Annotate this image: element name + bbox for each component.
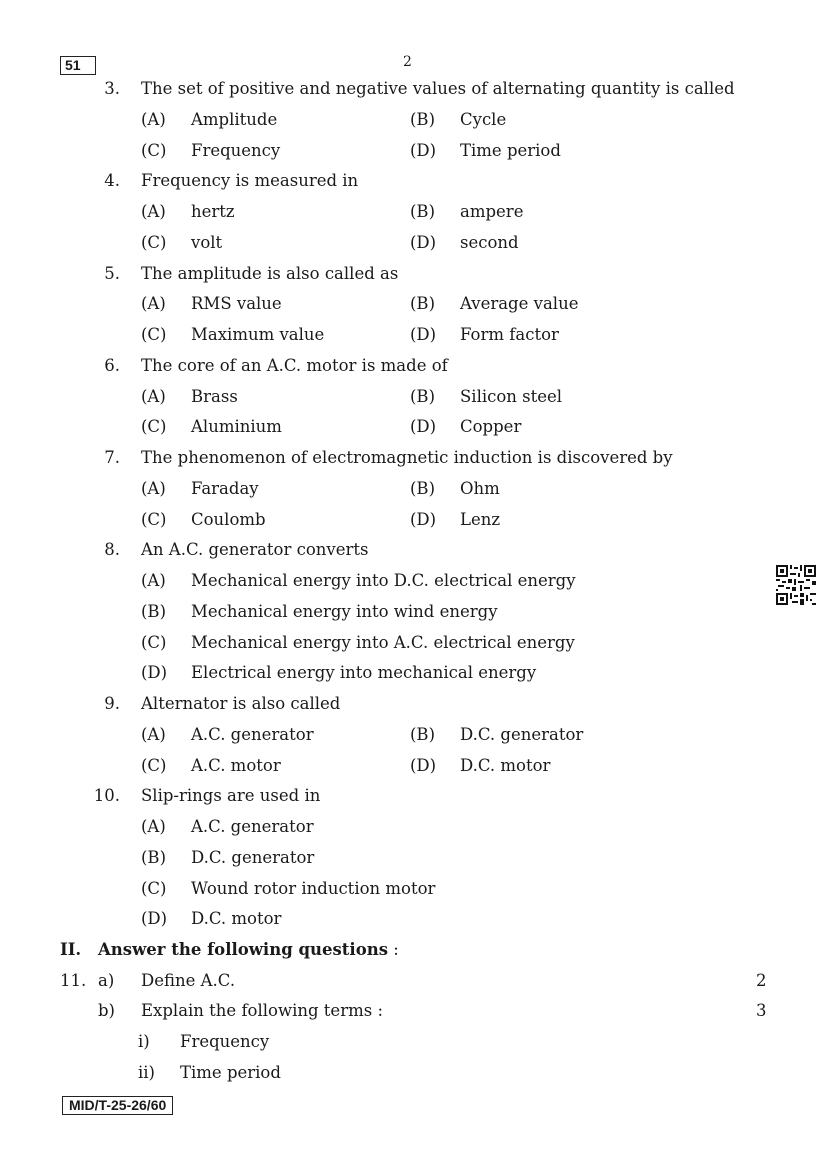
- option-label: (B): [410, 202, 435, 221]
- question-number: 4.: [104, 171, 120, 191]
- option-label: (C): [141, 878, 167, 898]
- option-label: (C): [141, 417, 167, 437]
- qr-code-icon: [776, 565, 816, 605]
- option-label: (D): [410, 755, 437, 775]
- option-label: (B): [410, 386, 435, 406]
- option-label: (B): [410, 294, 435, 314]
- option-label: (B): [410, 478, 435, 498]
- option-text: Ohm: [460, 478, 500, 498]
- option-text: Time period: [460, 140, 561, 160]
- option-text: Lenz: [460, 509, 501, 529]
- option-label: (D): [410, 232, 437, 252]
- question-text: The set of positive and negative values of alternating quantity is called: [141, 79, 735, 98]
- question-text: Alternator is also called: [141, 694, 341, 713]
- page-code-box: 51: [60, 56, 96, 75]
- option-text: second: [460, 232, 519, 252]
- option-label: (D): [410, 325, 437, 344]
- question-number: 3.: [104, 79, 120, 98]
- question-text: Frequency is measured in: [141, 171, 359, 191]
- sub-item-label: i): [138, 1032, 150, 1051]
- option-text: Cycle: [460, 109, 507, 129]
- option-text: Form factor: [460, 325, 559, 344]
- option-label: (D): [141, 663, 168, 683]
- option-text: volt: [191, 232, 223, 252]
- option-text: Maximum value: [191, 325, 325, 344]
- option-label: (D): [410, 509, 437, 529]
- question-text: Slip-rings are used in: [141, 786, 321, 806]
- option-label: (C): [141, 232, 167, 252]
- question-text: The amplitude is also called as: [141, 263, 399, 283]
- option-label: (A): [141, 724, 166, 744]
- option-label: (C): [141, 755, 167, 775]
- option-text: Brass: [191, 386, 238, 406]
- option-text: A.C. generator: [191, 817, 314, 836]
- option-text: Mechanical energy into D.C. electrical energy: [191, 571, 576, 590]
- option-label: (A): [141, 571, 166, 590]
- section-heading: [98, 940, 399, 960]
- option-label: (A): [141, 386, 166, 406]
- option-label: (A): [141, 109, 166, 129]
- footer-code-box: MID/T-25-26/60: [62, 1096, 173, 1115]
- option-text: Electrical energy into mechanical energy: [191, 663, 537, 683]
- option-text: Faraday: [191, 478, 259, 498]
- sub-item-text: Time period: [180, 1063, 281, 1082]
- option-label: (B): [141, 601, 166, 621]
- question-text: The phenomenon of electromagnetic induction is discovered by: [141, 448, 673, 467]
- option-label: (C): [141, 509, 167, 529]
- option-text: D.C. motor: [460, 755, 551, 775]
- page-number: 2: [403, 54, 412, 70]
- option-label: (D): [410, 417, 437, 437]
- option-text: Wound rotor induction motor: [191, 878, 436, 898]
- question-number: 5.: [104, 263, 120, 283]
- option-label: (B): [410, 109, 435, 129]
- question-number: 6.: [104, 355, 120, 375]
- question-number: 10.: [93, 786, 120, 806]
- option-label: (D): [410, 140, 437, 160]
- option-text: Silicon steel: [460, 386, 563, 406]
- option-label: (B): [410, 724, 435, 744]
- section-heading-colon: :: [393, 940, 399, 959]
- question-11b-marks: 3: [756, 1001, 767, 1020]
- sub-item-text: Frequency: [180, 1032, 270, 1051]
- option-label: (A): [141, 817, 166, 836]
- option-text: A.C. generator: [191, 724, 314, 744]
- option-text: Amplitude: [191, 109, 278, 129]
- question-number-11: 11.: [60, 971, 87, 990]
- option-text: Copper: [460, 417, 522, 437]
- option-text: hertz: [191, 202, 235, 221]
- option-label: (C): [141, 632, 167, 652]
- option-label: (B): [141, 847, 166, 867]
- section-heading-text: Answer the following questions: [98, 940, 388, 959]
- option-label: (A): [141, 294, 166, 314]
- option-label: (C): [141, 325, 167, 344]
- option-text: Average value: [460, 294, 579, 314]
- question-11a-marks: 2: [756, 971, 767, 990]
- option-label: (A): [141, 202, 166, 221]
- question-11b-label: b): [98, 1001, 115, 1020]
- question-11a-label: a): [98, 971, 115, 990]
- question-11a-text: Define A.C.: [141, 971, 236, 990]
- question-11b-text: Explain the following terms :: [141, 1001, 384, 1020]
- option-label: (D): [141, 909, 168, 929]
- option-label: (A): [141, 478, 166, 498]
- sub-item-label: ii): [138, 1063, 155, 1082]
- option-text: D.C. generator: [191, 847, 315, 867]
- option-text: Mechanical energy into wind energy: [191, 601, 498, 621]
- option-label: (C): [141, 140, 167, 160]
- option-text: RMS value: [191, 294, 282, 314]
- question-text: The core of an A.C. motor is made of: [141, 355, 448, 375]
- option-text: Mechanical energy into A.C. electrical energy: [191, 632, 575, 652]
- section-numeral: II.: [60, 940, 82, 959]
- option-text: Aluminium: [191, 417, 282, 437]
- option-text: Coulomb: [191, 509, 266, 529]
- option-text: Frequency: [191, 140, 281, 160]
- option-text: A.C. motor: [191, 755, 281, 775]
- question-number: 8.: [104, 540, 120, 560]
- question-number: 7.: [104, 448, 120, 467]
- option-text: ampere: [460, 202, 524, 221]
- question-text: An A.C. generator converts: [141, 540, 369, 560]
- option-text: D.C. generator: [460, 724, 584, 744]
- question-number: 9.: [104, 694, 120, 713]
- option-text: D.C. motor: [191, 909, 282, 929]
